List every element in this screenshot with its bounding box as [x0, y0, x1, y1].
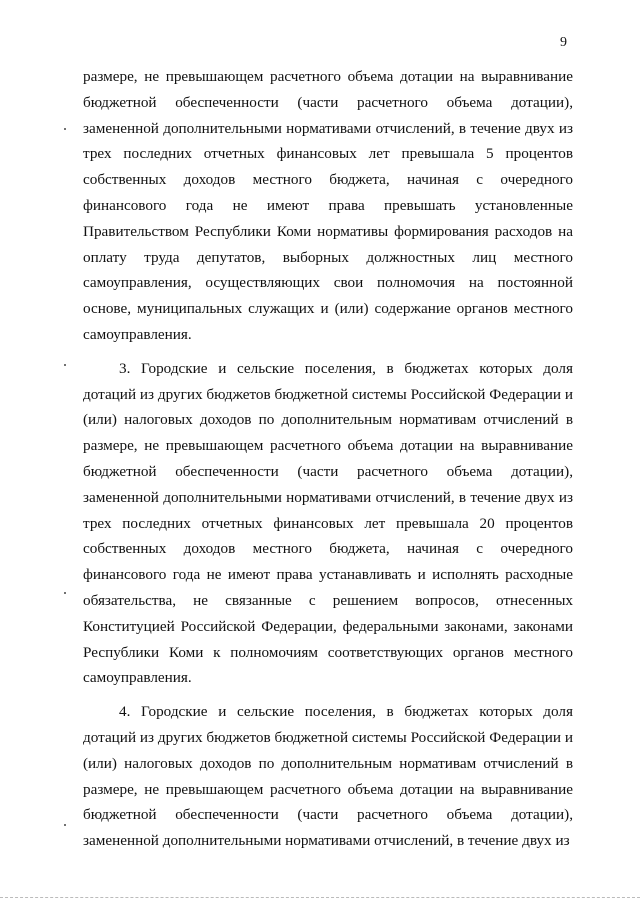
paragraph-item-4: 4. Городские и сельские поселения, в бюджетах которых доля дотаций из других бюджетов бюджетной системы Российской Федерации и (или) налоговых доходов по дополнительным нормативам отчислений в размере, не превышающем расчетного объема дотации на выравнивание бюджетной обеспеченности (части расчетного объема дотации), замененной дополнительными нормативами отчислений, в течение двух из: [83, 703, 573, 850]
document-body: [83, 64, 573, 854]
page-number: 9: [560, 35, 567, 50]
scan-speck: [64, 824, 66, 826]
scan-speck: [64, 592, 66, 594]
scan-speck: [64, 364, 66, 366]
paragraph-continuation: размере, не превышающем расчетного объема дотации на выравнивание бюджетной обеспеченности (части расчетного объема дотации), замененной дополнительными нормативами отчислений, в течение двух из трех последних отчетных финансовых лет превышала 5 процентов собственных доходов местного бюджета, начиная с очередного финансового года не имеют права превышать установленные Правительством Республики Коми нормативы формирования расходов на оплату труда депутатов, выборных должностных лиц местного самоуправления, осуществляющих свои полномочия на постоянной основе, муниципальных служащих и (или) содержание органов местного самоуправления.: [83, 68, 573, 343]
scan-speck: [64, 128, 66, 130]
scan-edge-line: [0, 897, 640, 899]
paragraph-item-3: 3. Городские и сельские поселения, в бюджетах которых доля дотаций из других бюджетов бюджетной системы Российской Федерации и (или) налоговых доходов по дополнительным нормативам отчислений в размере, не превышающем расчетного объема дотации на выравнивание бюджетной обеспеченности (части расчетного объема дотации), замененной дополнительными нормативами отчислений, в течение двух из трех последних отчетных финансовых лет превышала 20 процентов собственных доходов местного бюджета, начиная с очередного финансового года не имеют права устанавливать и исполнять расходные обязательства, не связанные с решением вопросов, отнесенных Конституцией Российской Федерации, федеральными законами, законами Республики Коми к полномочиям соответствующих органов местного самоуправления.: [83, 359, 573, 687]
